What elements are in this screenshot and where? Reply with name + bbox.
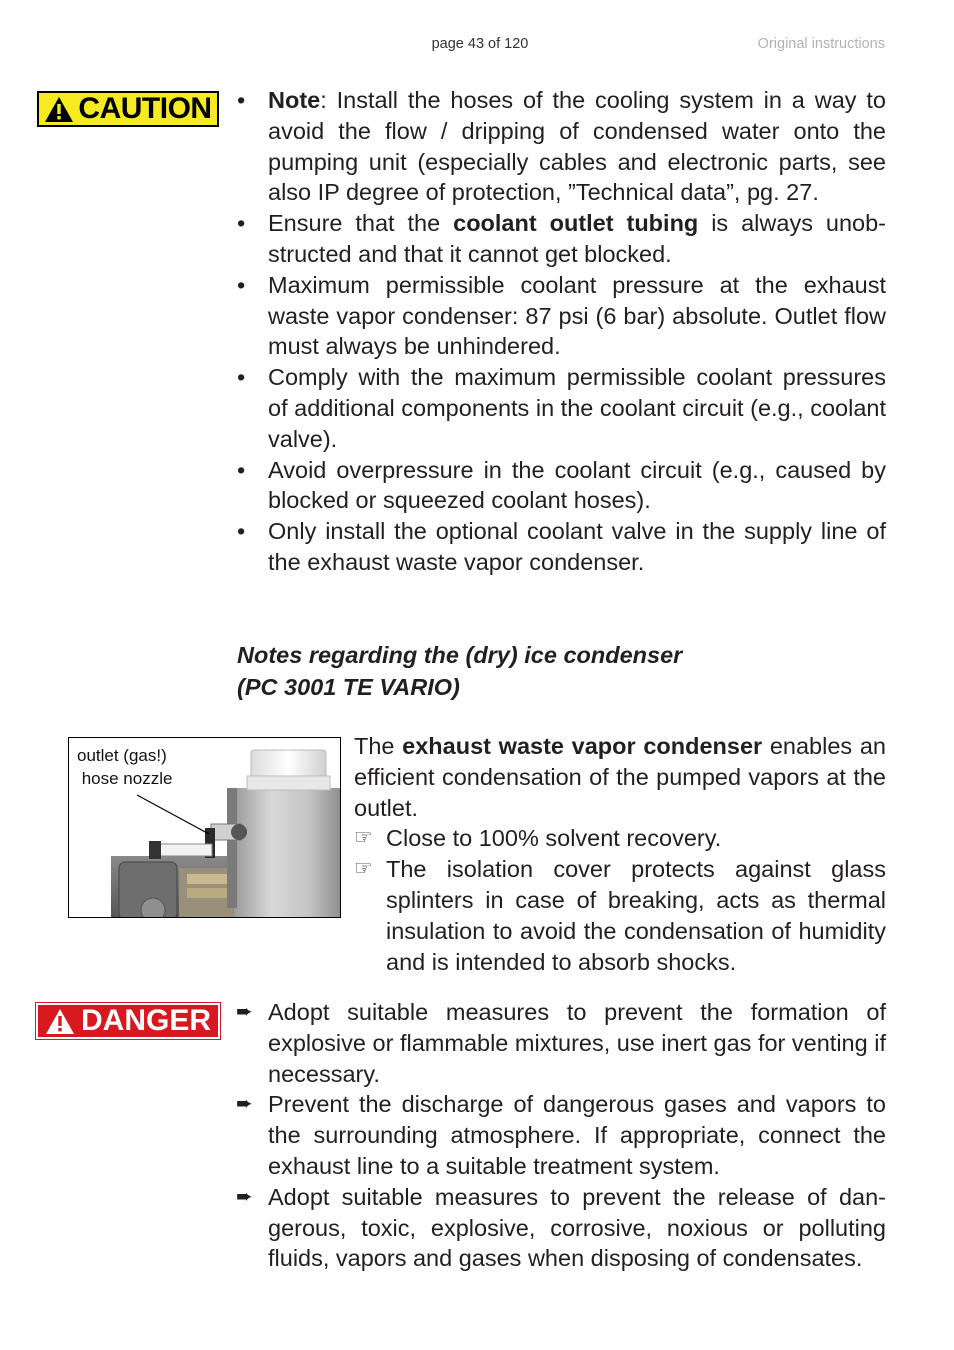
- document-type: Original instructions: [757, 36, 885, 52]
- arrow-right-icon: ➨: [236, 1001, 253, 1023]
- list-item: • Note: Install the hoses of the cooling system in a way to avoid the flow / dripping of condensed water onto the pumping unit (especially cables and electronic parts, see also IP degree of protection, ”Technical data”, pg. 27.: [237, 87, 886, 206]
- list-item: [354, 854, 886, 977]
- page-number: page 43 of 120: [431, 36, 529, 52]
- figure-label-line: outlet (gas!): [77, 746, 167, 765]
- bullet-text: Maximum permissible coolant pressure at the exhaust waste vapor condenser: 87 psi (6 bar) absolute. Outlet flow must always be unhindered.: [268, 271, 886, 360]
- figure-label: [77, 744, 172, 790]
- section-heading-line: (PC 3001 TE VARIO): [237, 674, 460, 700]
- arrow-right-icon: ➨: [236, 1185, 253, 1208]
- bullet-text: Only install the optional coolant valve in the supply line of the exhaust waste vapor condenser.: [268, 518, 886, 575]
- list-item: • Ensure that the coolant outlet tubing is always unobstructed and that it cannot get blocked.: [237, 210, 886, 267]
- list-item: [237, 1182, 886, 1274]
- danger-text: Adopt suitable measures to prevent the formation of explosive or flammable mixtures, use inert gas for venting if necessary.: [268, 999, 886, 1087]
- bullet-text: : Install the hoses of the cooling system in a way to avoid the flow / dripping of condensed water onto the pumping unit (especially cables and electronic parts, see also IP degree of protection, ”Technical data”, pg. 27.: [268, 87, 886, 206]
- figure-label-line: hose nozzle: [77, 769, 173, 788]
- danger-badge: [36, 1003, 220, 1039]
- danger-label: DANGER: [80, 1004, 211, 1037]
- bold-term: Note: [268, 87, 321, 113]
- caution-label: CAUTION: [78, 92, 212, 125]
- list-item: [237, 997, 886, 1089]
- list-item: • Avoid overpressure in the coolant circuit (e.g., caused by blocked or squeezed coolant hoses).: [237, 456, 886, 514]
- point-text: The isolation cover protects against glass splinters in case of breaking, acts as thermal insulation to avoid the condensation of humidity and is intended to absorb shocks.: [386, 856, 886, 975]
- danger-text: Prevent the discharge of dangerous gases and vapors to the surrounding atmosphere. If appropriate, connect the exhaust line to a suitable treatment system.: [268, 1091, 886, 1179]
- condenser-figure: [68, 737, 341, 918]
- condenser-description: [354, 731, 886, 977]
- condenser-points: [354, 823, 886, 977]
- danger-text: Adopt suitable measures to prevent the release of dangerous, toxic, explosive, corrosive, noxious or polluting fluids, vapors and gases when disposing of condensates.: [268, 1183, 886, 1272]
- danger-list: [237, 997, 886, 1274]
- point-text: Close to 100% solvent recovery.: [386, 825, 722, 852]
- pointing-hand-icon: ☞: [354, 826, 373, 850]
- bold-term: coolant outlet tubing: [453, 210, 699, 237]
- caution-bullet-list: [237, 85, 886, 578]
- section-heading-line: Notes regarding the (dry) ice condenser: [237, 642, 683, 668]
- warning-triangle-icon: [44, 96, 74, 123]
- bullet-text: Ensure that the: [268, 210, 454, 237]
- bullet-text: is always unobstructed and that it cannot get blocked.: [268, 210, 886, 267]
- intro-text: The: [354, 733, 403, 759]
- caution-badge: [37, 91, 219, 127]
- list-item: [354, 823, 886, 854]
- warning-triangle-icon: [45, 1008, 75, 1035]
- bullet-text: Avoid overpressure in the coolant circuit (e.g., caused by blocked or squeezed coolant hoses).: [268, 456, 886, 514]
- list-item: [237, 1089, 886, 1181]
- bold-term: exhaust waste vapor condenser: [402, 733, 763, 759]
- list-item: • Maximum permissible coolant pressure at the exhaust waste vapor condenser: 87 psi (6 bar) absolute. Outlet flow must always be unhindered.: [237, 271, 886, 360]
- arrow-right-icon: ➨: [236, 1093, 253, 1116]
- condenser-intro: [354, 731, 886, 823]
- pointing-hand-icon: ☞: [354, 857, 373, 881]
- bullet-text: Comply with the maximum permissible coolant pressures of additional components in the coolant circuit (e.g., coolant valve).: [268, 364, 886, 452]
- intro-text: enables an efficient condensation of the pumped vapors at the outlet.: [354, 733, 886, 821]
- list-item: • Only install the optional coolant valve in the supply line of the exhaust waste vapor condenser.: [237, 518, 886, 575]
- list-item: • Comply with the maximum permissible coolant pressures of additional components in the coolant circuit (e.g., coolant valve).: [237, 364, 886, 452]
- section-heading: [237, 639, 837, 703]
